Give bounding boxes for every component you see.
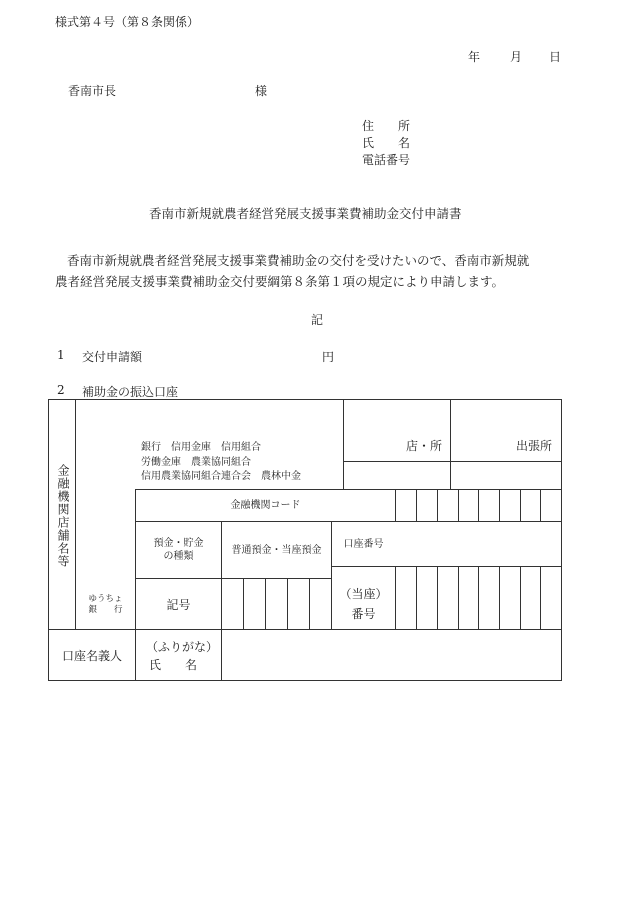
- institution-types-line-2: 労働金庫 農業協同組合: [141, 457, 251, 468]
- yucho-line-2: 銀 行: [88, 604, 123, 615]
- ki-label: 記: [311, 313, 324, 327]
- account-number-label: 口座番号: [343, 538, 384, 550]
- deposit-type-line-2: の種類: [163, 551, 194, 562]
- deposit-type-options: 普通預金・当座預金: [231, 544, 322, 556]
- institution-types-line-1: 銀行 信用金庫 信用組合: [141, 442, 261, 453]
- yucho-line-1: ゆうちょ: [88, 593, 123, 604]
- applicant-name-label: 氏 名: [362, 136, 411, 150]
- item1-unit: 円: [322, 350, 335, 364]
- toza-label: （当座）: [339, 587, 388, 601]
- item1-number: 1: [57, 348, 65, 362]
- holder-name-label: 氏 名: [149, 658, 198, 672]
- applicant-phone-label: 電話番号: [362, 153, 411, 167]
- date-day: 日: [549, 50, 562, 64]
- body-line-2: 農者経営発展支援事業費補助金交付要綱第８条第１項の規定により申請します。: [55, 274, 505, 289]
- item2-number: 2: [57, 383, 65, 397]
- applicant-address-label: 住 所: [362, 119, 411, 133]
- item2-label: 補助金の振込口座: [82, 385, 179, 399]
- branch-label: 店・所: [406, 439, 443, 453]
- bank-code-label: 金融機関コード: [230, 500, 301, 511]
- deposit-type-label: [136, 522, 221, 578]
- bango-label: 番号: [351, 607, 376, 621]
- institution-label: 金融機関店舗名等: [56, 464, 70, 568]
- account-holder-label: 口座名義人: [61, 648, 122, 663]
- body-line-1: 香南市新規就農者経営発展支援事業費補助金の交付を受けたいので、香南市新規就: [67, 253, 530, 268]
- date-month: 月: [510, 50, 523, 64]
- document-title: 香南市新規就農者経営発展支援事業費補助金交付申請書: [149, 206, 462, 221]
- document-body: [55, 250, 570, 292]
- account-holder-field: [222, 630, 561, 680]
- addressee: 香南市長: [68, 84, 117, 98]
- kigo-label: 記号: [166, 597, 191, 612]
- form-number: 様式第４号（第８条関係）: [55, 15, 200, 29]
- toza-number-label: [332, 579, 395, 629]
- sub-branch-label: 出張所: [516, 439, 553, 453]
- furigana-label: （ふりがな）: [146, 640, 219, 654]
- item1-label: 交付申請額: [82, 350, 143, 364]
- honorific: 様: [255, 84, 268, 98]
- deposit-type-line-1: 預金・貯金: [153, 538, 204, 549]
- date-year: 年: [468, 50, 481, 64]
- yucho-bank-label: [76, 580, 135, 629]
- institution-types-line-3: 信用農業協同組合連合会 農林中金: [141, 471, 301, 482]
